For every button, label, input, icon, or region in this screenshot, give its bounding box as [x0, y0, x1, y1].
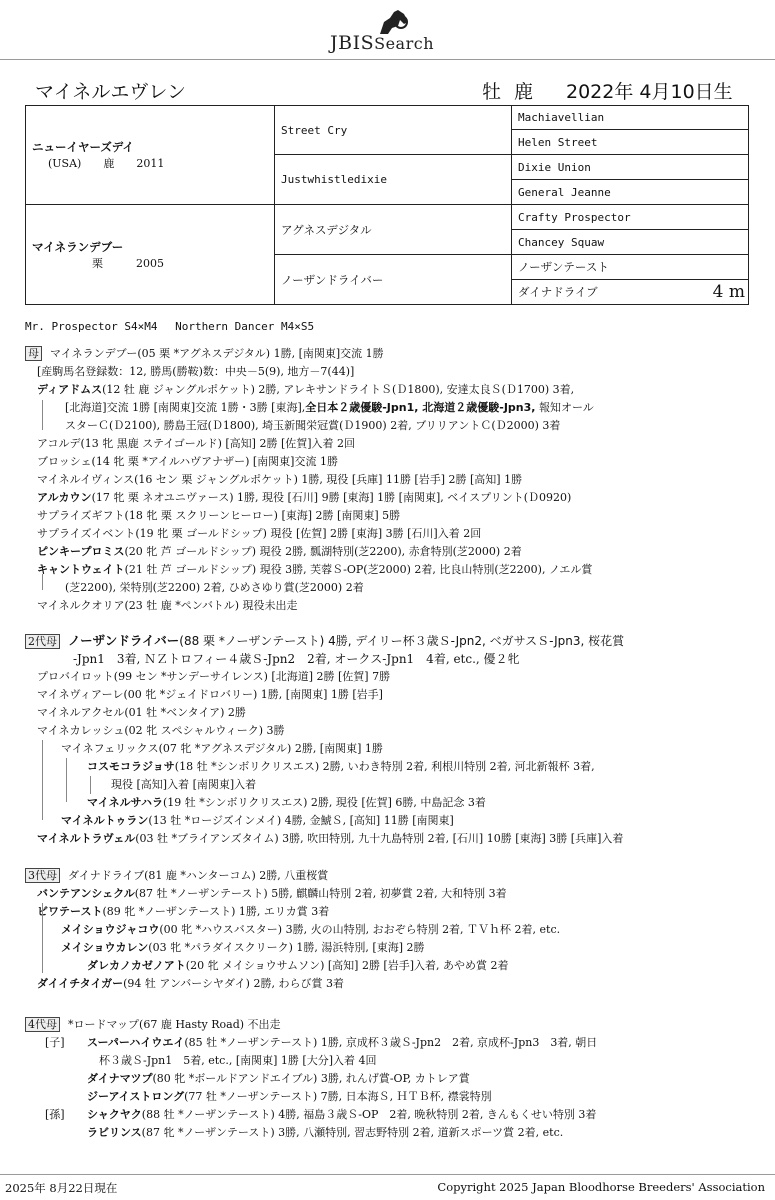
third-dam-section: [25, 867, 765, 993]
g3-2[interactable]: Helen Street: [512, 130, 749, 155]
offspring-entry: ダイイチタイガー(94 牡 アンバーシヤダイ) 2勝, わらび賞 3着: [37, 977, 344, 990]
fourth-dam-line: 4代母 *ロードマップ(67 鹿 Hasty Road) 不出走: [25, 1016, 765, 1034]
offspring-entry: ダイナマツプ(80 牝 *ボールドアンドエイブル) 3勝, れんげ賞-OP, カトレア賞: [87, 1072, 470, 1085]
offspring-entry: キャントウェイト(21 牡 芦 ゴールドシップ) 現役 3勝, 芙蓉Ｓ-OP(芝2000) 2着, 比良山特別(芝2200), ノエル賞: [37, 563, 593, 576]
offspring-entry: メイショウジャコウ(00 牝 *ハウスバスター) 3勝, 火の山特別, おおぞら特別 2着, ＴＶｈ杯 2着, etc.: [61, 923, 561, 936]
footer-rule: [0, 1174, 775, 1175]
dam-cell: [26, 205, 275, 305]
offspring-entry[interactable]: サプライズギフト(18 牝 栗 スクリーンヒーロー) [東海] 2勝 [南関東] 5勝: [37, 509, 401, 522]
offspring-entry: マイネルトラヴェル(03 牡 *ブライアンズタイム) 3勝, 吹田特別, 九十九島特別 2着, [石川] 10勝 [東海] 3勝 [兵庫]入着: [37, 832, 624, 845]
offspring-entry: ピンキープロミス(20 牝 芦 ゴールドシップ) 現役 2勝, 瓢湖特別(芝2200), 赤倉特別(芝2000) 2着: [37, 545, 522, 558]
tree-line: [42, 400, 43, 430]
as-of-date: 2025年 8月22日現在: [5, 1181, 118, 1195]
logo-text: [330, 32, 434, 54]
dam-sire[interactable]: アグネスデジタル: [275, 205, 512, 255]
offspring-entry: ビワテースト(89 牝 *ノーザンテースト) 1勝, エリカ賞 3着: [37, 905, 330, 918]
dam-dam[interactable]: ノーザンドライバー: [275, 255, 512, 305]
tree-line: [42, 740, 43, 820]
second-dam-line-cont: -Jpn1 3着, ＮＺトロフィー４歳Ｓ-Jpn2 2着, オークス-Jpn1 4着, etc., 優２牝: [73, 652, 520, 666]
offspring-entry-cont: [北海道]交流 1勝 [南関東]交流 1勝・3勝 [東海],全日本２歳優駿-Jpn1, 北海道２歳優駿-Jpn3, 報知オール: [65, 401, 594, 414]
offspring-entry[interactable]: マイネフェリックス(07 牝 *アグネスデジタル) 2勝, [南関東] 1勝: [61, 742, 383, 755]
offspring-entry: コスモコラジョサ(18 牡 *シンボリクリスエス) 2勝, いわき特別 2着, 利根川特別 2着, 河北新報杯 3着,: [87, 760, 595, 773]
g3-6[interactable]: Chancey Squaw: [512, 230, 749, 255]
offspring-entry[interactable]: プロバイロット(99 セン *サンデーサイレンス) [北海道] 2勝 [佐賀] 7勝: [37, 670, 391, 683]
g3-7[interactable]: ノーザンテースト: [512, 255, 749, 280]
g3-1[interactable]: Machiavellian: [512, 106, 749, 130]
offspring-entry: [孫] シャクヤク(88 牡 *ノーザンテースト) 4勝, 福島３歳Ｓ-OP 2着, 晩秋特別 2着, きんもくせい特別 3着: [25, 1106, 765, 1124]
offspring-entry[interactable]: マイネルクオリア(23 牡 鹿 *ペンバトル) 現役未出走: [37, 599, 298, 612]
offspring-entry[interactable]: アコルデ(13 牝 黒鹿 ステイゴールド) [高知] 2勝 [佐賀]入着 2回: [37, 437, 356, 450]
offspring-entry[interactable]: ブロッシェ(14 牝 栗 *アイルハヴアナザー) [南関東]交流 1勝: [37, 455, 338, 468]
offspring-entry-cont: (芝2200), 栄特別(芝2200) 2着, ひめさゆり賞(芝2000) 2着: [65, 581, 364, 594]
dam-name[interactable]: マイネランデブー: [32, 239, 124, 254]
sire-name[interactable]: ニューイヤーズデイ: [32, 140, 134, 154]
second-dam-section: [25, 632, 765, 848]
family-number: 4 m: [712, 282, 745, 302]
offspring-entry-cont: 杯３歳Ｓ-Jpn1 5着, etc., [南関東] 1勝 [大分]入着 4回: [99, 1054, 377, 1067]
section-tag: 2代母: [25, 634, 60, 649]
offspring-entry: マイネルサハラ(19 牡 *シンボリクリスエス) 2勝, 現役 [佐賀] 6勝, 中島記念 3着: [87, 796, 486, 809]
section-tag: 3代母: [25, 868, 60, 883]
horse-birth: 2022年 4月10日生: [566, 81, 733, 103]
header-rule: [0, 59, 775, 60]
pedigree-table: [25, 105, 749, 305]
sire-dam[interactable]: Justwhistledixie: [275, 155, 512, 205]
tree-line: [42, 574, 43, 590]
section-tag: 母: [25, 346, 42, 361]
offspring-entry: ラビリンス(87 牝 *ノーザンテースト) 3勝, 八瀬特別, 習志野特別 2着, 道新スポーツ賞 2着, etc.: [87, 1126, 564, 1139]
offspring-entry[interactable]: マイネルアクセル(01 牡 *ベンタイア) 2勝: [37, 706, 246, 719]
sire-info: (USA) 鹿 2011: [48, 157, 165, 170]
dam-info: 栗 2005: [92, 256, 164, 270]
offspring-entry: バンテアンシェクル(87 牡 *ノーザンテースト) 5勝, 麒麟山特別 2着, 初夢賞 2着, 大和特別 3着: [37, 887, 507, 900]
offspring-entry: アルカウン(17 牝 栗 ネオユニヴァース) 1勝, 現役 [石川] 9勝 [東海] 1勝 [南関東], ベイスプリント(Ｄ0920): [37, 491, 572, 504]
fourth-dam-section: [25, 1016, 765, 1142]
third-dam-line: 3代母 ダイナドライブ(81 鹿 *ハンターコム) 2勝, 八重桜賞: [25, 867, 765, 885]
grandchildren-label: [孫]: [45, 1108, 65, 1121]
tree-line: [66, 758, 67, 802]
logo-jbis: JBIS: [330, 32, 375, 54]
offspring-entry: ダレカノカゼノアト(20 牝 メイショウサムソン) [高知] 2勝 [岩手]入着, あやめ賞 2着: [87, 959, 509, 972]
g3-8-cell: [512, 280, 749, 305]
horse-color: 鹿: [514, 81, 534, 103]
copyright: Copyright 2025 Japan Bloodhorse Breeders' Association: [437, 1180, 765, 1194]
section-tag: 4代母: [25, 1017, 60, 1032]
children-label: [子]: [45, 1036, 65, 1049]
g3-3[interactable]: Dixie Union: [512, 155, 749, 180]
horse-name: マイネルエヴレン: [35, 81, 186, 103]
sire-cell: [26, 106, 275, 205]
offspring-entry-cont: 現役 [高知]入着 [南関東]入着: [111, 778, 257, 791]
foal-stats: [産駒馬名登録数：12, 勝馬(勝鞍)数：中央－5(9), 地方－7(44)]: [37, 365, 355, 378]
dam-line: 母 マイネランデブー(05 栗 *アグネスデジタル) 1勝, [南関東]交流 1勝: [25, 345, 765, 363]
offspring-entry: マイネルトゥラン(13 牡 *ロージズインメイ) 4勝, 金鯱Ｓ, [高知] 11勝 [南関東]: [61, 814, 454, 827]
offspring-entry: [子] スーパーハイウエイ(85 牡 *ノーザンテースト) 1勝, 京成杯３歳Ｓ-Jpn2 2着, 京成杯-Jpn3 3着, 朝日: [25, 1034, 765, 1052]
jbis-search-logo[interactable]: [330, 6, 460, 56]
g3-8[interactable]: ダイナドライブ: [518, 285, 598, 299]
g3-4[interactable]: General Jeanne: [512, 180, 749, 205]
tree-line: [42, 903, 43, 973]
offspring-entry[interactable]: マイネカレッシュ(02 牝 スペシャルウィーク) 3勝: [37, 724, 285, 737]
sire-sire[interactable]: Street Cry: [275, 106, 512, 155]
inbreeding-note: Mr. Prospector S4×M4 Northern Dancer M4×S5: [25, 320, 315, 333]
tree-line: [90, 776, 91, 794]
second-dam-line: 2代母 ノーザンドライバー(88 栗 *ノーザンテースト) 4勝, デイリー杯３歳Ｓ-Jpn2, ベガサスＳ-Jpn3, 桜花賞: [25, 632, 765, 650]
offspring-entry: メイショウカレン(03 牝 *パラダイスクリーク) 1勝, 湯浜特別, [東海] 2勝: [61, 941, 425, 954]
offspring-entry-cont: スターＣ(Ｄ2100), 勝島王冠(Ｄ1800), 埼玉新聞栄冠賞(Ｄ1900) 2着, ブリリアントＣ(Ｄ2000) 3着: [65, 419, 561, 432]
offspring-entry[interactable]: サプライズイベント(19 牝 栗 ゴールドシップ) 現役 [佐賀] 2勝 [東海] 3勝 [石川]入着 2回: [37, 527, 482, 540]
offspring-entry: ジーアイストロング(77 牡 *ノーザンテースト) 7勝, 日本海Ｓ, ＨＴＢ杯, 襟裳特別: [87, 1090, 492, 1103]
horse-sex: 牡: [482, 81, 502, 103]
logo-search: Search: [374, 34, 434, 53]
dam-section: [25, 345, 765, 615]
offspring-entry: ディアドムス(12 牡 鹿 ジャングルポケット) 2勝, アレキサンドライトＳ(Ｄ1800), 安達太良Ｓ(Ｄ1700) 3着,: [37, 383, 575, 396]
g3-5[interactable]: Crafty Prospector: [512, 205, 749, 230]
offspring-entry[interactable]: マイネヴィアーレ(00 牝 *ジェイドロバリー) 1勝, [南関東] 1勝 [岩手]: [37, 688, 383, 701]
offspring-entry[interactable]: マイネルイヴィンス(16 セン 栗 ジャングルポケット) 1勝, 現役 [兵庫] 11勝 [岩手] 2勝 [高知] 1勝: [37, 473, 523, 486]
